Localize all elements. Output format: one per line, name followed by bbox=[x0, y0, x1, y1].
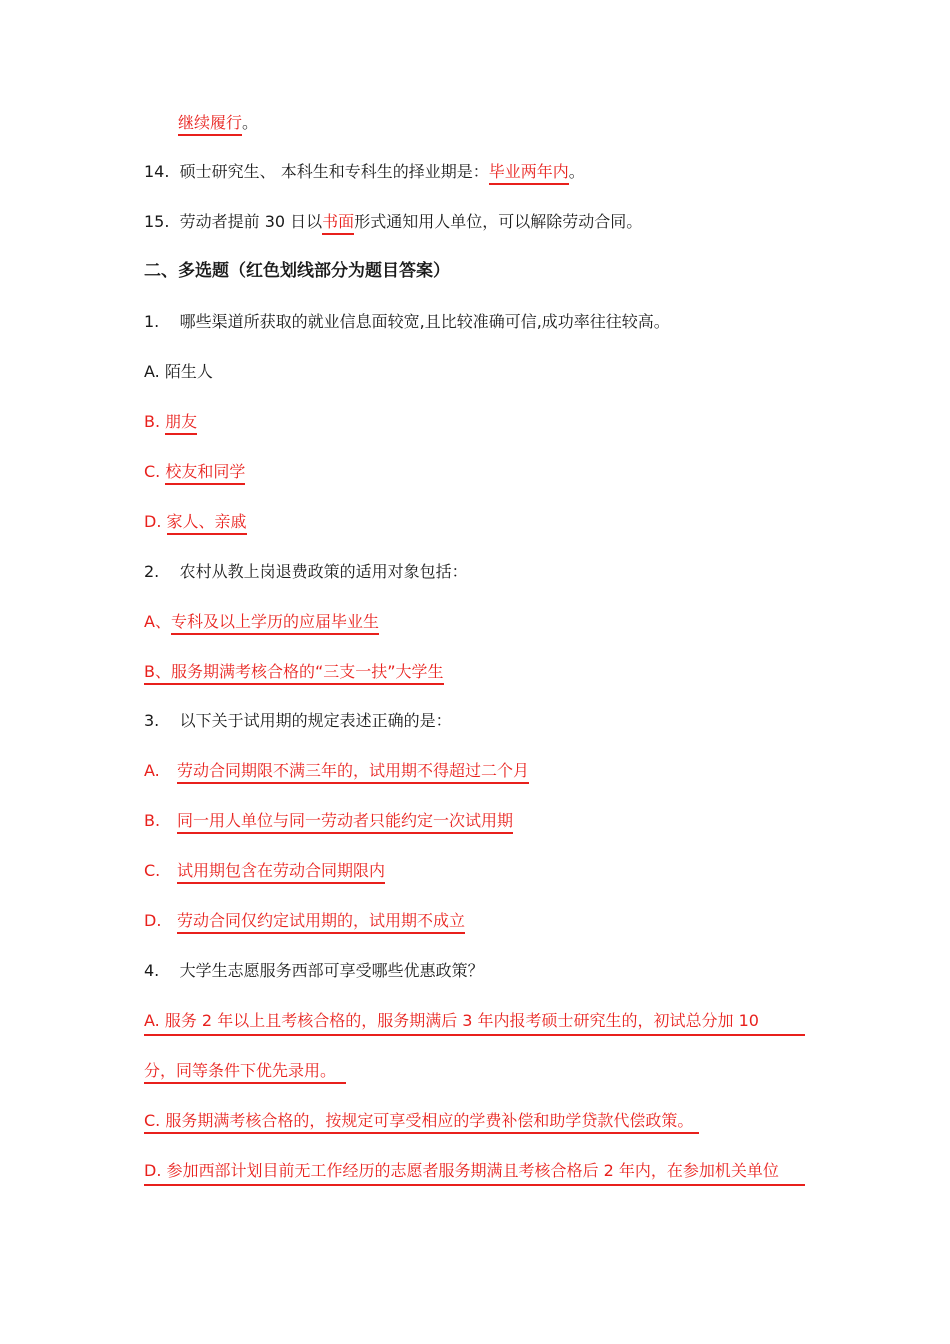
answer-text: 书面 bbox=[322, 212, 354, 235]
option-a-answer-line1 bbox=[144, 1010, 805, 1036]
option-c-answer bbox=[144, 1110, 699, 1132]
question-text: 劳动者提前 30 日以 bbox=[179, 212, 323, 231]
option-a-answer bbox=[144, 611, 379, 633]
option-b-answer bbox=[144, 810, 513, 832]
question-number: 3. bbox=[144, 711, 160, 730]
answer-text: 继续履行 bbox=[178, 113, 242, 136]
option-a: A. 陌生人 bbox=[144, 362, 213, 381]
multi-question-2 bbox=[144, 561, 468, 583]
answer-text: 专科及以上学历的应届毕业生 bbox=[171, 612, 379, 635]
multi-question-4 bbox=[144, 960, 484, 982]
answer-text: 同一用人单位与同一劳动者只能约定一次试用期 bbox=[177, 811, 513, 834]
answer-text: D. 参加西部计划目前无工作经历的志愿者服务期满且考核合格后 2 年内，在参加机关单位 bbox=[144, 1160, 805, 1186]
option-d-answer bbox=[144, 1160, 805, 1186]
option-label: A. bbox=[144, 761, 160, 780]
option-label: D. bbox=[144, 512, 162, 531]
answer-text: 劳动合同期限不满三年的，试用期不得超过二个月 bbox=[177, 761, 529, 784]
question-text-tail: 形式通知用人单位，可以解除劳动合同。 bbox=[354, 212, 643, 231]
answer-text: 试用期包含在劳动合同期限内 bbox=[177, 861, 385, 884]
punctuation: 。 bbox=[242, 113, 259, 132]
question-number: 14. bbox=[144, 162, 170, 181]
question-number: 15. bbox=[144, 212, 170, 231]
multi-question-1 bbox=[144, 311, 670, 333]
option-a-answer bbox=[144, 760, 529, 782]
option-b-answer bbox=[144, 411, 197, 433]
question-number: 4. bbox=[144, 961, 160, 980]
option-a-answer-line2 bbox=[144, 1060, 346, 1082]
question-text: 以下关于试用期的规定表述正确的是： bbox=[179, 711, 452, 730]
option-d-answer bbox=[144, 910, 465, 932]
option-label: C. bbox=[144, 861, 161, 880]
question-number: 1. bbox=[144, 312, 160, 331]
continuation-line bbox=[178, 112, 258, 134]
section-title: 二、多选题（红色划线部分为题目答案） bbox=[144, 261, 450, 281]
option-c-answer bbox=[144, 860, 385, 882]
answer-text: C. 服务期满考核合格的，按规定可享受相应的学费补偿和助学贷款代偿政策。 bbox=[144, 1111, 699, 1134]
option-label: A、 bbox=[144, 612, 171, 631]
option-label: C. bbox=[144, 462, 161, 481]
answer-text: 分，同等条件下优先录用。 bbox=[144, 1061, 346, 1084]
answer-text: 校友和同学 bbox=[165, 462, 245, 485]
multi-question-3 bbox=[144, 710, 452, 732]
question-text: 大学生志愿服务西部可享受哪些优惠政策？ bbox=[179, 961, 484, 980]
answer-text: B、服务期满考核合格的“三支一扶”大学生 bbox=[144, 662, 444, 685]
question-15 bbox=[144, 211, 642, 233]
answer-text: 朋友 bbox=[165, 412, 197, 435]
punctuation: 。 bbox=[568, 162, 585, 181]
option-label: B. bbox=[144, 811, 161, 830]
option-d-answer bbox=[144, 511, 247, 533]
question-number: 2. bbox=[144, 562, 160, 581]
answer-text: 毕业两年内 bbox=[489, 162, 569, 185]
answer-text: A. 服务 2 年以上且考核合格的，服务期满后 3 年内报考硕士研究生的，初试总分加 10 bbox=[144, 1010, 805, 1036]
answer-text: 劳动合同仅约定试用期的，试用期不成立 bbox=[177, 911, 465, 934]
question-text: 硕士研究生、 本科生和专科生的择业期是： bbox=[179, 162, 489, 181]
question-text: 农村从教上岗退费政策的适用对象包括： bbox=[179, 562, 468, 581]
option-b-answer bbox=[144, 661, 444, 683]
option-label: D. bbox=[144, 911, 162, 930]
answer-text: 家人、亲戚 bbox=[167, 512, 247, 535]
option-label: B. bbox=[144, 412, 161, 431]
question-14 bbox=[144, 161, 585, 183]
option-c-answer bbox=[144, 461, 245, 483]
question-text: 哪些渠道所获取的就业信息面较宽,且比较准确可信,成功率往往较高。 bbox=[179, 312, 670, 331]
